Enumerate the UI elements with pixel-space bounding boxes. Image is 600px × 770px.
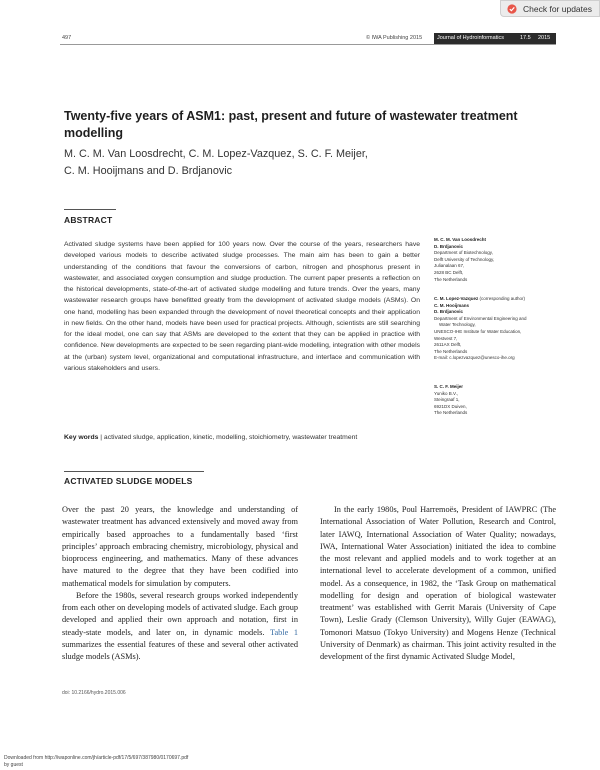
- doi[interactable]: doi: 10.2166/hydro.2015.006: [62, 690, 126, 696]
- affiliation-line: Department of Environmental Engineering and: [434, 315, 527, 321]
- table-1-link[interactable]: Table 1: [269, 627, 298, 637]
- affiliation-author: C. M. Lopez-Vazquez: [434, 296, 479, 301]
- affiliation-author: S. C. F. Meijer: [434, 384, 464, 389]
- download-notice: Downloaded from http://iwaponline.com/jh/article-pdf/17/5/697/387980/0170697.pdf: [4, 755, 189, 761]
- article-authors: [64, 146, 524, 180]
- affiliation-line: The Netherlands: [434, 276, 468, 282]
- page-number: 497: [62, 35, 72, 41]
- journal-name: Journal of Hydroinformatics: [437, 35, 504, 41]
- affiliation-author: M. C. M. Van Loosdrecht: [434, 237, 487, 242]
- download-notice-guest: by guest: [4, 762, 23, 768]
- body-column-left: [62, 504, 298, 663]
- check-for-updates-icon: [507, 4, 517, 14]
- journal-header-bar: [434, 33, 556, 44]
- affiliation-1: [434, 237, 584, 283]
- affiliation-3: [434, 384, 584, 417]
- affiliation-2: [434, 296, 584, 362]
- section-heading: ACTIVATED SLUDGE MODELS: [64, 476, 193, 486]
- check-for-updates-badge[interactable]: [500, 0, 600, 17]
- authors-line-1: M. C. M. Van Loosdrecht, C. M. Lopez-Vazquez, S. C. F. Meijer,: [64, 148, 368, 160]
- check-for-updates-label: Check for updates: [523, 4, 592, 14]
- affiliation-line: The Netherlands: [434, 410, 468, 416]
- paragraph: [62, 590, 298, 664]
- affiliation-author: D. Brdjanovic: [434, 309, 464, 315]
- affiliation-line: 6921DX Duiven,: [434, 403, 467, 409]
- affiliation-author: D. Brdjanovic: [434, 243, 464, 249]
- abstract-rule: [64, 209, 116, 210]
- affiliation-line: The Netherlands: [434, 348, 468, 354]
- authors-line-2: C. M. Hooijmans and D. Brdjanovic: [64, 165, 233, 177]
- copyright: © IWA Publishing 2015: [366, 35, 423, 41]
- affiliation-author: C. M. Hooijmans: [434, 302, 470, 308]
- affiliation-line: Westvest 7,: [434, 335, 458, 341]
- article-title: Twenty-five years of ASM1: past, present and future of wastewater treatment modelling: [64, 109, 518, 140]
- affiliation-line: Department of Biotechnology,: [434, 250, 493, 256]
- affiliation-line: 2611AX Delft,: [434, 342, 462, 348]
- paragraph: Over the past 20 years, the knowledge and understanding of wastewater treatment has advanced extensively and moved away from empirically based approaches to a fundamentally based ‘first principles’ approach embracing chemistry, microbiology, physical and bioprocess engineering, and mathematics. Many of these advances have matured to the degree that they have been codified into mathematical models for simulation by computers.: [62, 505, 298, 588]
- body-column-right: [320, 504, 556, 663]
- header-rule: [60, 44, 556, 45]
- affiliation-line: Water Technology,: [439, 322, 476, 328]
- affiliation-line: Yuniko B.V.,: [434, 390, 459, 396]
- affiliation-line: Delft University of Technology,: [434, 256, 495, 262]
- paragraph-text: summarizes the essential features of these and several other activated sludge models (ASMs).: [62, 639, 298, 661]
- keywords: [64, 434, 420, 441]
- affiliation-line: UNESCO-IHE Institute for Water Education,: [434, 328, 522, 334]
- affiliation-line: 2628 BC Delft,: [434, 269, 464, 275]
- keywords-list: | activated sludge, application, kinetic, modelling, stoichiometry, wastewater treatment: [100, 434, 358, 441]
- paragraph-text: Before the 1980s, several research groups worked independently from each other on developing models of activated sludge. Each group developed and applied their own approach and notation, first in steady-state models, and later on, in dynamic models.: [62, 590, 298, 637]
- journal-volume: 17.5: [520, 35, 531, 41]
- corresponding-note: (corresponding author): [478, 296, 526, 301]
- section-rule: [64, 471, 204, 472]
- keywords-label: Key words: [64, 434, 99, 441]
- affiliation-line: Steingraaf 1,: [434, 397, 460, 403]
- paragraph: In the early 1980s, Poul Harremoës, President of IAWPRC (The International Association of Water Pollution, Research and Control, later IAWQ, International Association of Water Quality; nowadays, IWA, International Water Association) initiated the idea to combine the most relevant and applied models and to work together at an international level to accelerate development of a common, unified model. As a consequence, in 1982, the ‘Task Group on mathematical modelling for design and operation of biological wastewater treatment’ was established with Gerrit Marais (University of Cape Town), Leslie Grady (Clemson University), Willy Gujer (EAWAG), Tomonori Matsuo (Tokyo University) and Mogens Henze (Technical University of Denmark) as chairman. This joint activity resulted in the development of the first dynamic Activated Sludge Model,: [320, 505, 556, 661]
- journal-year: 2015: [538, 35, 551, 41]
- affiliation-email[interactable]: E-mail: c.lopezvazquez@unesco-ihe.org: [434, 355, 515, 361]
- abstract-text: Activated sludge systems have been applied for 100 years now. Over the course of the years, researchers have developed various models to describe activated sludge processes. The main aim has been to gain a better understanding of the conditions that favour the conversions of carbon, nitrogen and phosphorus present in wastewater, and associated oxygen consumption and sludge production. The current paper presents a reflection on the historical developments, state-of-the-art of activated sludge modelling and future trends. Over the years, many wastewater research groups have benefitted greatly from the development of activated sludge models (ASMs). On one hand, modelling has been expanded through the development of novel theoretical concepts and their application in new fields. On the other hand, models have been used for practical projects. Although, scientists are still searching for the ideal model, one can say that ASMs are developed to the extent that they can be applied in practice with confidence. New developments are expected to be seen regarding plant-wide modelling, integration with other models at the (urban) system level, organizational and computational infrastructure, and interface and communication with various stakeholders and users.: [64, 241, 420, 372]
- affiliation-line: Julianalaan 67,: [434, 263, 465, 269]
- abstract-heading: ABSTRACT: [64, 215, 113, 225]
